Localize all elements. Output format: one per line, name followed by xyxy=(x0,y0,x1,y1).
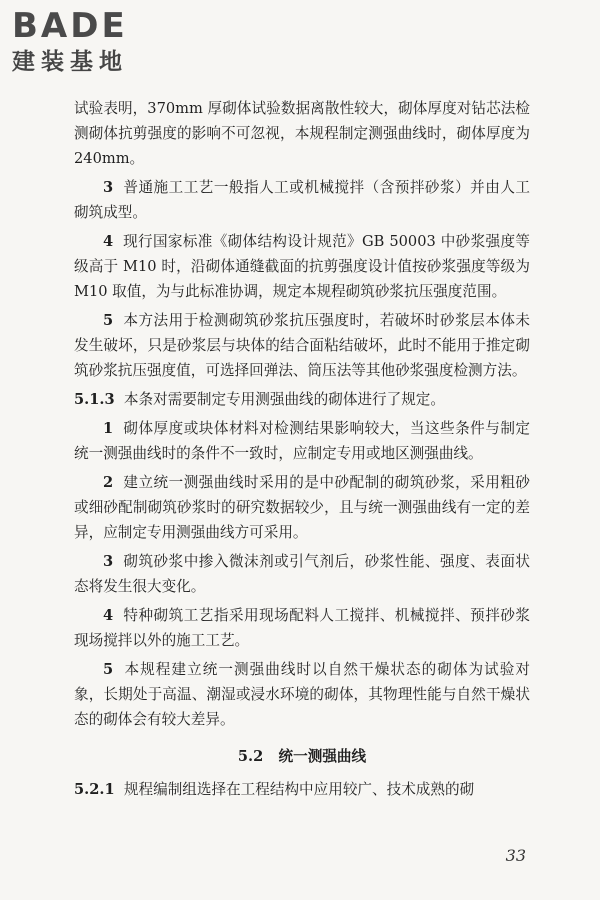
logo-brand: BADE xyxy=(12,6,128,46)
paragraph-continuation: 试验表明，370mm 厚砌体试验数据离散性较大，砌体厚度对钻芯法检测砌体抗剪强度的影响不可忽视，本规程制定测强曲线时，砌体厚度为 240mm。 xyxy=(74,100,530,167)
item-number: 3 xyxy=(103,179,114,196)
paragraph-item: 4 现行国家标准《砌体结构设计规范》GB 50003 中砂浆强度等级高于 M10 时，沿砌体通缝截面的抗剪强度设计值按砂浆强度等级为 M10 取值，为与此标准协调，规定本规程砌筑砂浆抗压强度范围。 xyxy=(74,233,530,300)
clause-number: 5.1.3 xyxy=(74,391,115,408)
paragraph-item: 5 本方法用于检测砌筑砂浆抗压强度时，若破坏时砂浆层本体未发生破坏，只是砂浆层与块体的结合面粘结破坏，此时不能用于推定砌筑砂浆抗压强度值，可选择回弹法、筒压法等其他砂浆强度检测方法。 xyxy=(74,312,530,379)
item-number: 3 xyxy=(103,553,114,570)
item-number: 5 xyxy=(103,312,114,329)
paragraph-item: 2 建立统一测强曲线时采用的是中砂配制的砌筑砂浆，采用粗砂或细砂配制砌筑砂浆时的研究数据较少，且与统一测强曲线有一定的差异，应制定专用测强曲线方可采用。 xyxy=(74,474,530,541)
logo xyxy=(12,6,212,76)
paragraph-item: 1 砌体厚度或块体材料对检测结果影响较大，当这些条件与制定统一测强曲线时的条件不一致时，应制定专用或地区测强曲线。 xyxy=(74,420,530,462)
document-body xyxy=(74,96,530,802)
paragraph-item: 3 砌筑砂浆中掺入微沫剂或引气剂后，砂浆性能、强度、表面状态将发生很大变化。 xyxy=(74,553,530,595)
clause-number: 5.2.1 xyxy=(74,781,115,798)
item-number: 2 xyxy=(103,474,114,491)
section-heading xyxy=(74,744,530,769)
clause-heading: 5.1.3 本条对需要制定专用测强曲线的砌体进行了规定。 xyxy=(74,391,445,408)
paragraph-item: 3 普通施工工艺一般指人工或机械搅拌（含预拌砂浆）并由人工砌筑成型。 xyxy=(74,179,530,221)
item-number: 4 xyxy=(103,607,114,624)
item-number: 4 xyxy=(103,233,114,250)
paragraph-item: 4 特种砌筑工艺指采用现场配料人工搅拌、机械搅拌、预拌砂浆现场搅拌以外的施工工艺。 xyxy=(74,607,530,649)
section-title: 统一测强曲线 xyxy=(278,748,367,765)
item-number: 1 xyxy=(103,420,114,437)
item-number: 5 xyxy=(103,661,114,678)
clause-heading: 5.2.1 规程编制组选择在工程结构中应用较广、技术成熟的砌 xyxy=(74,781,475,798)
logo-subtitle: 建装基地 xyxy=(12,49,128,75)
paragraph-item: 5 本规程建立统一测强曲线时以自然干燥状态的砌体为试验对象，长期处于高温、潮湿或浸水环境的砌体，其物理性能与自然干燥状态的砌体会有较大差异。 xyxy=(74,661,530,728)
section-number: 5.2 xyxy=(237,748,264,765)
page-number: 33 xyxy=(505,846,526,865)
